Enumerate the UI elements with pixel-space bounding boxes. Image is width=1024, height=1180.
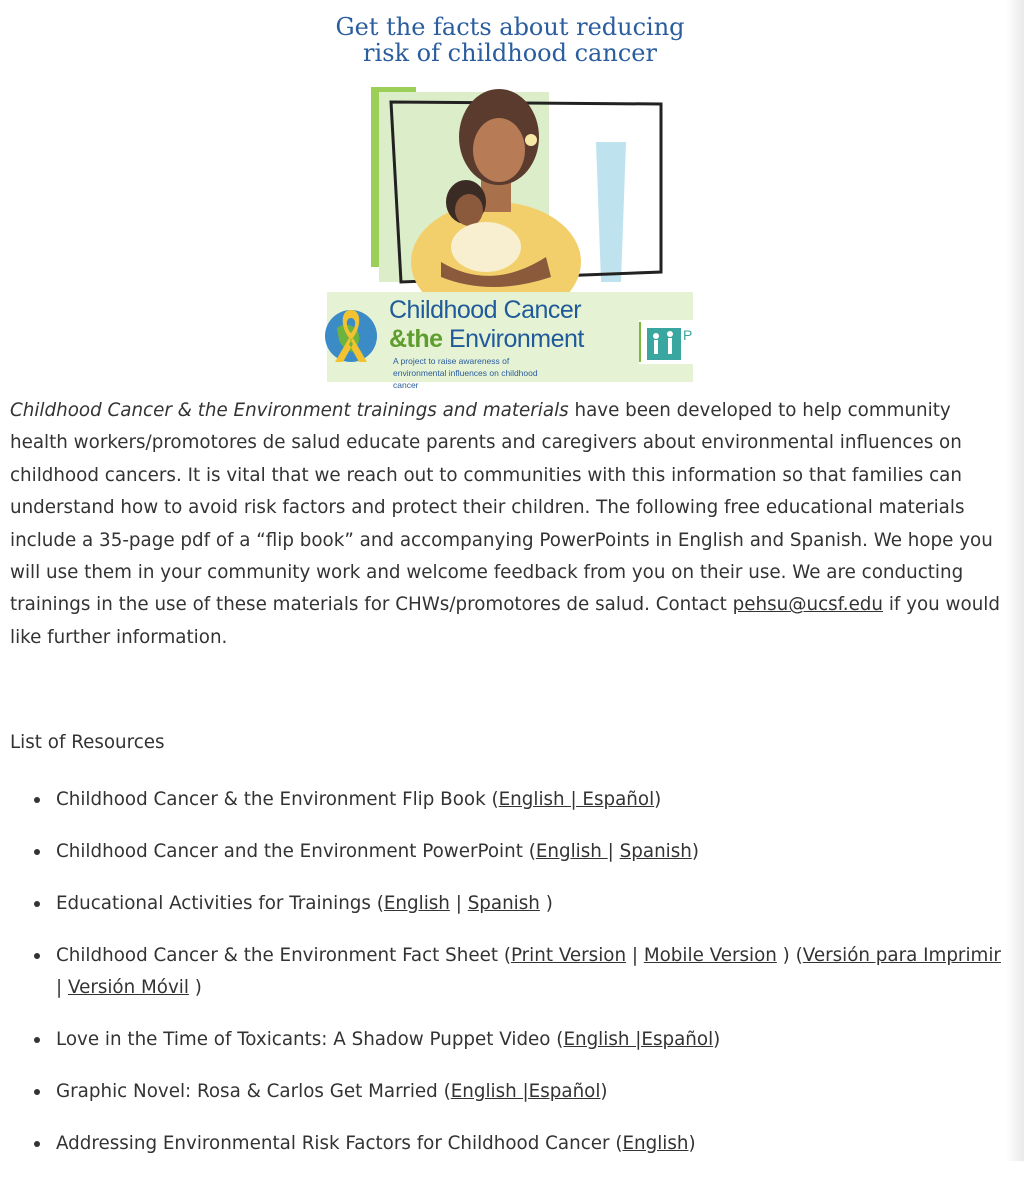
fact-sheet-mobile-es-link[interactable]: Versión Móvil xyxy=(67,977,189,998)
item-tail: ) xyxy=(539,893,553,914)
banner-environment: Environment xyxy=(442,325,584,353)
pehsu-logo-icon xyxy=(639,320,693,364)
separator: | xyxy=(56,977,68,998)
separator: | xyxy=(607,841,620,862)
item-tail: ) xyxy=(654,789,662,810)
item-tail: ) xyxy=(688,1133,696,1154)
list-item xyxy=(0,836,1005,868)
hero-heading xyxy=(327,14,693,66)
list-item xyxy=(0,784,1005,816)
fact-sheet-mobile-link[interactable]: Mobile Version xyxy=(643,945,777,966)
graphic-novel-link[interactable]: English |Español xyxy=(450,1081,601,1102)
item-text: Childhood Cancer and the Environment PowerPoint ( xyxy=(56,841,536,862)
hero-heading-line2: risk of childhood cancer xyxy=(363,39,657,67)
ribbon-globe-icon xyxy=(327,300,379,370)
activities-english-link[interactable]: English xyxy=(383,893,450,914)
banner-amp: &the xyxy=(389,325,443,353)
item-text: Addressing Environmental Risk Factors for Childhood Cancer ( xyxy=(56,1133,623,1154)
separator: | xyxy=(449,893,468,914)
banner-tagline: A project to raise awareness of environmental influences on childhood cancer xyxy=(393,356,538,390)
item-text: Childhood Cancer & the Environment Flip Book ( xyxy=(56,789,499,810)
powerpoint-spanish-link[interactable]: Spanish xyxy=(619,841,692,862)
risk-factors-english-link[interactable]: English xyxy=(622,1133,689,1154)
item-text: Childhood Cancer & the Environment Fact Sheet ( xyxy=(56,945,511,966)
separator: | xyxy=(626,945,644,966)
list-item xyxy=(0,1128,1005,1160)
item-text: Graphic Novel: Rosa & Carlos Get Married ( xyxy=(56,1081,451,1102)
puppet-video-link[interactable]: English |Español xyxy=(563,1029,714,1050)
intro-text: have been developed to help community health workers/promotores de salud educate parents and caregivers about environmental influences on childhood cancers. It is vital that we reach out to communities with this information so that families can understand how to avoid risk factors and protect their children. The following free educational materials include a 35-page pdf of a “flip book” and accompanying PowerPoints in English and Spanish. We hope you will use them in your community work and welcome feedback from you on their use. We are conducting trainings in the use of these materials for CHWs/promotores de salud. Contact xyxy=(10,400,993,616)
intro-text-end: if you would like further information. xyxy=(10,594,1000,648)
page-edge-shadow xyxy=(1006,0,1024,1161)
hero-heading-line1: Get the facts about reducing xyxy=(335,13,685,41)
item-tail: ) xyxy=(600,1081,608,1102)
activities-spanish-link[interactable]: Spanish xyxy=(467,893,540,914)
intro-italic-title: Childhood Cancer & the Environment trainings and materials xyxy=(10,400,569,421)
banner-title: Childhood Cancer xyxy=(389,296,582,324)
list-item xyxy=(0,940,1005,1004)
list-item xyxy=(0,888,1005,920)
hero-banner xyxy=(327,292,693,390)
contact-email-link[interactable]: pehsu@ucsf.edu xyxy=(732,594,884,616)
list-item xyxy=(0,1076,1005,1108)
mother-child-illustration xyxy=(371,82,671,292)
logo-letter: P xyxy=(683,327,693,343)
fact-sheet-print-link[interactable]: Print Version xyxy=(510,945,627,966)
resources-heading: List of Resources xyxy=(10,732,165,753)
resources-list xyxy=(0,784,1005,1180)
hero-promo-image xyxy=(327,10,693,390)
item-text: Love in the Time of Toxicants: A Shadow Puppet Video ( xyxy=(56,1029,564,1050)
powerpoint-english-link[interactable]: English xyxy=(535,841,608,862)
item-mid: ) ( xyxy=(776,945,803,966)
item-tail: ) xyxy=(691,841,699,862)
item-tail: ) xyxy=(713,1029,721,1050)
fact-sheet-print-es-link[interactable]: Versión para Imprimir xyxy=(802,945,1001,966)
flip-book-link[interactable]: English | Español xyxy=(498,789,655,810)
banner-subtitle-line xyxy=(389,325,584,354)
intro-paragraph xyxy=(10,395,1005,654)
list-item xyxy=(0,1024,1005,1056)
item-tail: ) xyxy=(188,977,202,998)
item-text: Educational Activities for Trainings ( xyxy=(56,893,384,914)
